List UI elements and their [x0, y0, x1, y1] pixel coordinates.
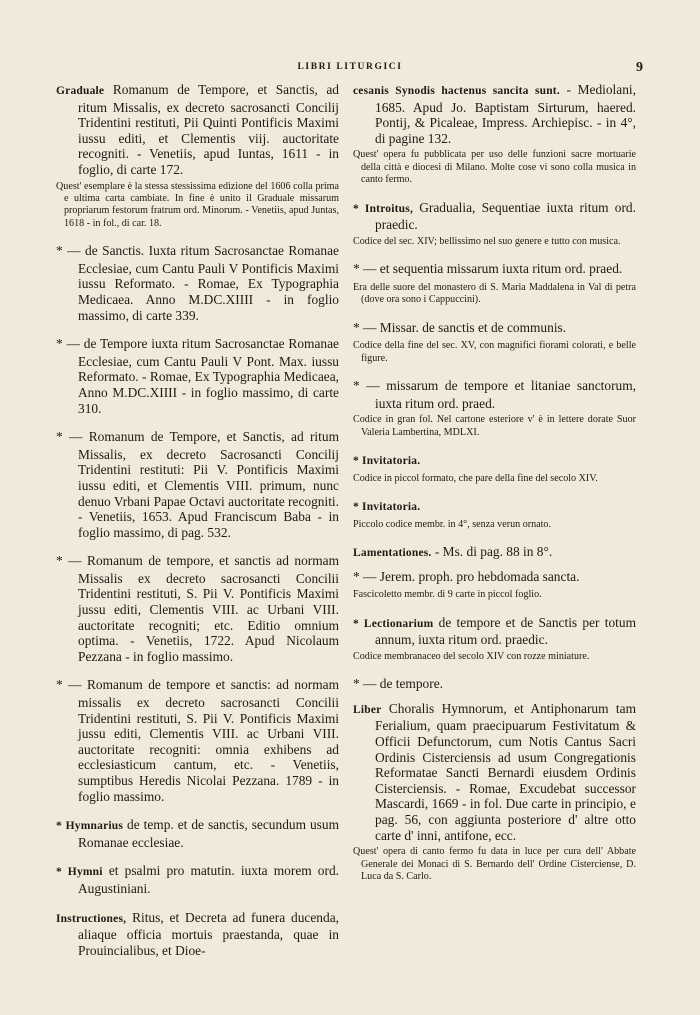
- entry-text: et psalmi pro matutin. iuxta morem ord. Augustiniani.: [78, 863, 340, 896]
- catalog-entry: [353, 452, 636, 470]
- catalog-note: Codice in piccol formato, che pare della fine del secolo XIV.: [353, 472, 598, 484]
- left-column: [56, 82, 339, 961]
- catalog-entry: [353, 378, 636, 411]
- entry-text: * — de Tempore iuxta ritum Sacrosanctae Romanae Ecclesiae, cum Cantu Pauli V Pont. Max. iussu Reformato. - Romae, Ex Typographia Medicaea, Anno M.DC.XIIII - in foglio massimo, di carte 310.: [56, 336, 339, 416]
- entry-text: - Ms. di pag. 88 in 8°.: [434, 544, 553, 559]
- entry-text: * — Romanum de Tempore, et Sanctis, ad ritum Missalis, ex decreto Sacrosancti Concilij Tridentini restituti: Pii V. Pontificis Maximi iussu editi, et Clementis VIII. primum, nunc denuo Vrbani Papae Octavi auctoritate recogniti. - Venetiis, 1653. Apud Franciscum Baba - in foglio massimo, di pag. 532.: [56, 429, 339, 540]
- entry-text: Choralis Hymnorum, et Antiphonarum tam Ferialium, quam praecipuarum Festivitatum & Officii Defunctorum, cum Notis Cantus Sacri Ordinis Cisterciensis ad usum Congregationis Reformatae Sancti Bernardi eiusdem Ordinis Cisterciensis. - Romae, Excudebat successor Mascardi, 1669 - in fol. Due carte in principio, e pag. 56, con aggiunta posteriore d' altre otto carte d' inni, antifone, ecc.: [375, 700, 636, 843]
- entry-headword: Instructiones,: [56, 912, 127, 925]
- entry-text: de temp. et de sanctis, secundum usum Romanae ecclesiae.: [78, 817, 339, 850]
- catalog-note: Codice del sec. XIV; bellissimo nel suo genere e tutto con musica.: [353, 235, 621, 247]
- page-number: 9: [636, 60, 643, 75]
- entry-text: * — Jerem. proph. pro hebdomada sancta.: [353, 568, 580, 584]
- entry-text: * — de Sanctis. Iuxta ritum Sacrosanctae Romanae Ecclesiae, cum Cantu Pauli V Pontificis Maximi iussu Reformato. - Romae, Ex Typographia Medicaea. Anno M.DC.XIIII - in foglio massimo, di carte 339.: [56, 243, 339, 323]
- running-head: LIBRI LITURGICI: [297, 62, 403, 72]
- entry-text: Romanum de Tempore, et Sanctis, ad ritum Missalis, ex decreto sacrosancti Concilij Tridentini restituti, Pii Quinti Pontificis Maximi iussu editi, et Clementis viij. auctoritate recogniti. - Venetiis, apud Iuntas, 1611 - in foglio, di carte 172.: [78, 82, 339, 177]
- entry-headword: * Lectionarium: [353, 617, 434, 630]
- entry-headword: * Hymnarius: [56, 820, 124, 833]
- catalog-entry: [353, 569, 636, 587]
- entry-text: * — missarum de tempore et litaniae sanctorum, iuxta ritum ord. praed.: [353, 378, 636, 411]
- entry-text: * — de tempore.: [353, 676, 443, 692]
- catalog-entry: [56, 863, 339, 896]
- catalog-note: Fascicoletto membr. di 9 carte in piccol foglio.: [353, 589, 542, 601]
- entry-headword: * Invitatoria.: [353, 501, 421, 513]
- entry-headword: Lamentationes.: [353, 547, 432, 559]
- right-column: [353, 82, 636, 896]
- catalog-note: Codice membranaceo del secolo XIV con rozze miniature.: [353, 650, 590, 662]
- entry-text: Ritus, et Decreta ad funera ducenda, aliaque officia mortuis praestanda, quae in Prouincialibus, et Dioe-: [78, 909, 339, 958]
- catalog-note: Quest' opera di canto fermo fu data in luce per cura dell' Abbate Generale dei Monaci di S. Bernardo dell' Ordine Cisterciense, D. Luca da S. Carlo.: [353, 846, 636, 882]
- entry-text: * — Romanum de tempore et sanctis: ad normam missalis ex decreto sacrosancti Concilii Tridentini restituti, S. Pii V. Pontificis Maximi jussu editi, Clementis VIII. ac Urbani VIII. auctoritate recogniti: omnia exhibens ad ecclesiasticum cantum, etc. - Venetiis, sumptibus Heredis Nicolai Pezzana. 1789 - in foglio massimo.: [56, 677, 339, 804]
- entry-headword: Graduale: [56, 85, 105, 97]
- catalog-entry: [353, 701, 636, 843]
- entry-text: * — Missar. de sanctis et de communis.: [353, 319, 567, 335]
- catalog-note: Codice in gran fol. Nel cartone esteriore v' è in lettere dorate Suor Valeria Lambertina, MDLXI.: [353, 414, 636, 438]
- catalog-entry: [56, 910, 339, 959]
- catalog-entry: [56, 817, 339, 850]
- catalog-entry: [353, 261, 636, 279]
- entry-text: * — et sequentia missarum iuxta ritum ord. praed.: [353, 261, 623, 277]
- catalog-entry: [353, 82, 636, 146]
- catalog-entry: [353, 498, 636, 516]
- catalog-entry: [56, 336, 339, 416]
- catalog-note: Piccolo codice membr. in 4°, senza verun ornato.: [353, 518, 552, 530]
- catalog-entry: [353, 676, 636, 694]
- catalog-entry: [56, 243, 339, 323]
- catalog-note: Quest' opera fu pubblicata per uso delle funzioni sacre mortuarie della città e diocesi di Milano. Molte cose vi sono colla musica in canto fermo.: [353, 149, 636, 186]
- entry-text: * — Romanum de tempore, et sanctis ad normam Missalis ex decreto sacrosancti Concilii Tridentini restituti, S. Pii V. Pontificis Maximi jussu editi, Clementis VIII. ac Urbani VIII. auctoritate recogniti; etc. Editio omnium optima. - Venetiis, 1722. Apud Nicolaum Pezzana - in foglio massimo.: [56, 553, 339, 664]
- entry-headword: cesanis Synodis hactenus sancita sunt.: [353, 85, 560, 97]
- catalog-entry: [56, 429, 339, 540]
- catalog-entry: [353, 615, 636, 648]
- catalog-note: Era delle suore del monastero di S. Maria Maddalena in Val di petra (dove ora sono i Cappuccini).: [353, 281, 636, 306]
- entry-headword: Liber: [353, 703, 382, 716]
- entry-headword: * Introitus,: [353, 202, 414, 215]
- entry-text: Gradualia, Sequentiae iuxta ritum ord. praedic.: [375, 199, 636, 233]
- catalog-entry: [353, 320, 636, 338]
- catalog-entry: [56, 553, 339, 664]
- entry-text: de tempore et de Sanctis per totum annum, iuxta ritum ord. praedic.: [375, 614, 636, 648]
- catalog-note: Codice della fine del sec. XV, con magnifici fiorami colorati, e belle figure.: [353, 340, 636, 364]
- catalog-entry: [353, 200, 636, 233]
- catalog-note: Quest' esemplare è la stessa stessissima edizione del 1606 colla prima e ultima carta cambiate. In fine è unito il Graduale missarum propriarum festorum fratrum ord. Minorum. - Venetiis, apud Juntas, 1618 - in fol., di car. 18.: [56, 180, 339, 229]
- entry-text: - Mediolani, 1685. Apud Jo. Baptistam Sirturum, haered. Pontij, & Picaleae, Impress. Archiepisc. - in 4°, di pagine 132.: [375, 82, 636, 146]
- catalog-entry: [56, 677, 339, 804]
- entry-headword: * Invitatoria.: [353, 455, 421, 467]
- entry-headword: * Hymni: [56, 866, 103, 879]
- catalog-entry: [353, 544, 636, 562]
- catalog-entry: [56, 82, 339, 178]
